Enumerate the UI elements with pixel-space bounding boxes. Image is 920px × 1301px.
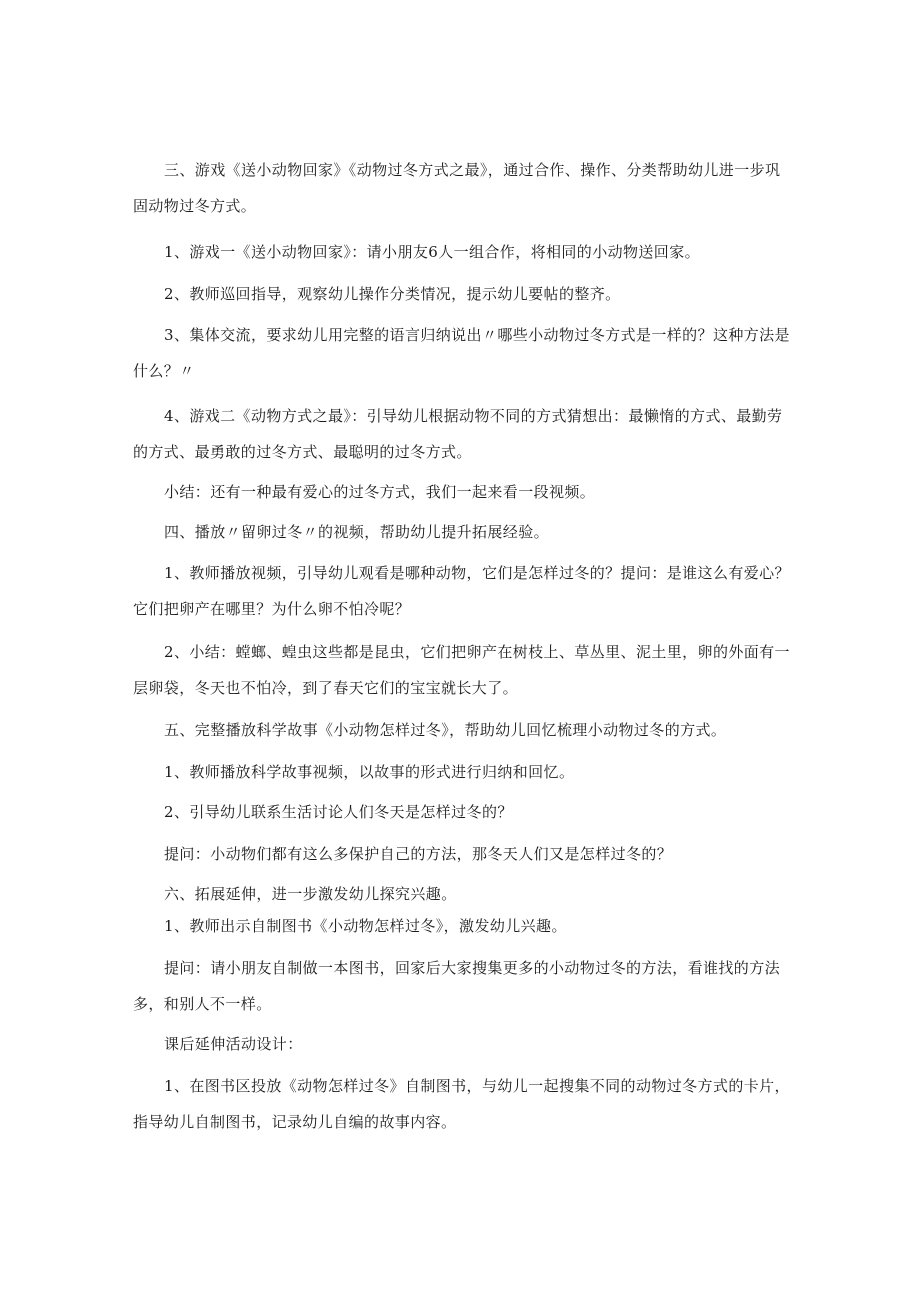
section-three-heading: 三、游戏《送小动物回家》《动物过冬方式之最》，通过合作、操作、分类帮助幼儿进一步巩固动物过冬方式。 xyxy=(133,161,781,215)
paragraph-library-activity: 1、在图书区投放《动物怎样过冬》自制图书，与幼儿一起搜集不同的动物过冬方式的卡片，指导幼儿自制图书，记录幼儿自编的故事内容。 xyxy=(133,1077,790,1131)
paragraph-video-question: 1、教师播放视频，引导幼儿观看是哪种动物，它们是怎样过冬的？提问：是谁这么有爱心？它们把卵产在哪里？为什么卵不怕冷呢？ xyxy=(133,564,790,618)
paragraph-self-made-book: 1、教师出示自制图书《小动物怎样过冬》，激发幼儿兴趣。 xyxy=(164,917,567,935)
paragraph-teacher-guidance: 2、教师巡回指导，观察幼儿操作分类情况，提示幼儿要帖的整齐。 xyxy=(164,285,621,303)
paragraph-game-one: 1、游戏一《送小动物回家》：请小朋友6人一组合作，将相同的小动物送回家。 xyxy=(164,243,700,261)
after-class-heading: 课后延伸活动设计： xyxy=(164,1035,303,1053)
paragraph-summary-two: 2、小结：螳螂、蝗虫这些都是昆虫，它们把卵产在树枝上、草丛里、泥土里，卵的外面有一层卵袋，冬天也不怕冷，到了春天它们的宝宝就长大了。 xyxy=(133,643,790,697)
paragraph-question-two: 提问：请小朋友自制做一本图书，回家后大家搜集更多的小动物过冬的方法，看谁找的方法多，和别人不一样。 xyxy=(133,959,781,1013)
paragraph-life-discussion: 2、引导幼儿联系生活讨论人们冬天是怎样过冬的？ xyxy=(164,803,513,821)
paragraph-question-one: 提问：小动物们都有这么多保护自己的方法，那冬天人们又是怎样过冬的？ xyxy=(164,845,673,863)
paragraph-game-two: 4、游戏二《动物方式之最》：引导幼儿根据动物不同的方式猜想出：最懒惰的方式、最勤劳的方式、最勇敢的过冬方式、最聪明的过冬方式。 xyxy=(133,407,783,461)
paragraph-story-video: 1、教师播放科学故事视频，以故事的形式进行归纳和回忆。 xyxy=(164,763,575,781)
section-four-heading: 四、播放〃留卵过冬〃的视频，帮助幼儿提升拓展经验。 xyxy=(164,523,550,541)
paragraph-summary-one: 小结：还有一种最有爱心的过冬方式，我们一起来看一段视频。 xyxy=(164,483,596,501)
section-five-heading: 五、完整播放科学故事《小动物怎样过冬》，帮助幼儿回忆梳理小动物过冬的方式。 xyxy=(164,721,727,739)
section-six-heading: 六、拓展延伸，进一步激发幼儿探究兴趣。 xyxy=(164,885,457,903)
paragraph-group-discussion: 3、集体交流，要求幼儿用完整的语言归纳说出〃哪些小动物过冬方式是一样的？这种方法是什么？〃 xyxy=(133,326,790,380)
